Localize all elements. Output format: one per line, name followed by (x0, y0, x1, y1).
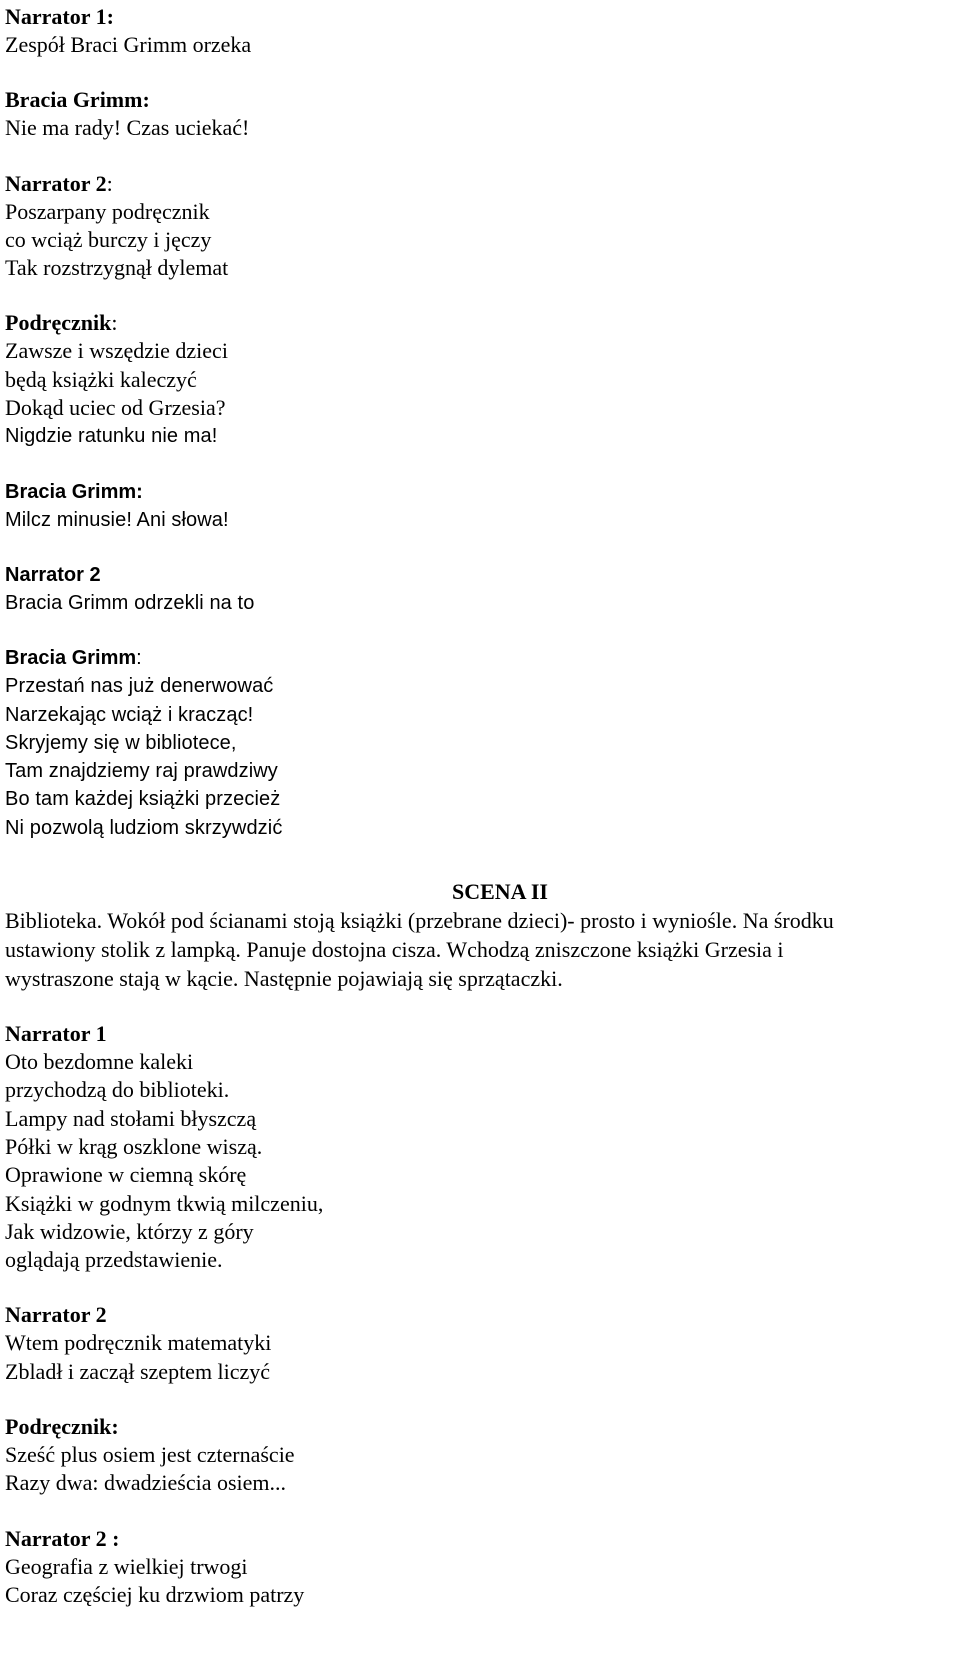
verse-line: Nie ma rady! Czas uciekać! (5, 115, 250, 141)
speaker-name: Bracia Grimm (5, 647, 137, 670)
verse-line: przychodzą do biblioteki. (5, 1077, 230, 1103)
verse-line: Zespół Braci Grimm orzeka (5, 32, 252, 57)
stage-direction (5, 906, 955, 993)
verse-line: Lampy nad stołami błyszczą (5, 1105, 257, 1131)
verse-line: Razy dwa: dwadzieścia osiem... (5, 1470, 287, 1496)
verse-line: Tak rozstrzygnął dylemat (5, 255, 229, 281)
speaker-label: Narrator 2 (5, 563, 101, 586)
dialogue-block (5, 309, 955, 450)
speaker-colon: : (136, 647, 142, 670)
script-page (5, 3, 955, 1609)
speaker-colon: : (111, 310, 118, 336)
verse-line: Półki w krąg oszklone wiszą. (5, 1133, 263, 1159)
verse-line: Książki w godnym tkwią milczeniu, (5, 1190, 324, 1216)
verse-line: co wciąż burczy i jęczy (5, 226, 212, 252)
verse-line: Bo tam każdej książki przecież (5, 788, 281, 811)
verse-line: Przestań nas już denerwować (5, 675, 274, 698)
speaker-label (5, 309, 955, 337)
speaker-label: Narrator 2 : (5, 1525, 120, 1551)
verse-line: Dokąd uciec od Grzesia? (5, 395, 226, 421)
speaker-label (5, 644, 955, 672)
verse-line: Geografia z wielkiej trwogi (5, 1553, 248, 1579)
speaker-label: Podręcznik: (5, 1414, 119, 1440)
dialogue-block (5, 561, 955, 617)
dialogue-block (5, 478, 955, 534)
verse-line: Jak widzowie, którzy z góry (5, 1218, 254, 1244)
speaker-label (5, 170, 955, 198)
verse-line: oglądają przedstawienie. (5, 1247, 223, 1273)
speaker-colon: : (106, 170, 113, 196)
speaker-label: Bracia Grimm: (5, 87, 150, 113)
speaker-label: Bracia Grimm: (5, 480, 143, 503)
stage-line: ustawiony stolik z lampką. Panuje dostojna cisza. Wchodzą zniszczone książki Grzesia i (5, 937, 784, 963)
dialogue-block (5, 170, 955, 283)
verse-line: Sześć plus osiem jest czternaście (5, 1442, 295, 1468)
verse-line: Skryjemy się w bibliotece, (5, 731, 237, 754)
stage-line: Biblioteka. Wokół pod ścianami stoją książki (przebrane dzieci)- prosto i wyniośle. Na środku (5, 908, 834, 934)
verse-line: Tam znajdziemy raj prawdziwy (5, 760, 278, 783)
verse-line: Zawsze i wszędzie dzieci (5, 338, 228, 364)
scene-title: SCENA II (452, 879, 548, 905)
verse-line: będą książki kaleczyć (5, 366, 197, 392)
speaker-label: Narrator 1 (5, 1021, 107, 1047)
verse-line: Oprawione w ciemną skórę (5, 1162, 247, 1188)
verse-line: Bracia Grimm odrzekli na to (5, 591, 255, 614)
verse-line: Coraz częściej ku drzwiom patrzy (5, 1581, 305, 1607)
dialogue-block (5, 1020, 955, 1274)
verse-line: Milcz minusie! Ani słowa! (5, 508, 229, 531)
dialogue-block (5, 3, 955, 59)
speaker-name: Podręcznik (5, 310, 112, 336)
verse-line: Nigdzie ratunku nie ma! (5, 425, 218, 448)
verse-line: Zbladł i zaczął szeptem liczyć (5, 1358, 271, 1384)
speaker-label: Narrator 2 (5, 1302, 107, 1328)
dialogue-block (5, 1525, 955, 1610)
dialogue-block (5, 1301, 955, 1386)
dialogue-block (5, 644, 955, 842)
verse-line: Narzekając wciąż i kracząc! (5, 703, 254, 726)
stage-line: wystraszone stają w kącie. Następnie pojawiają się sprzątaczki. (5, 966, 563, 992)
dialogue-block (5, 1413, 955, 1498)
verse-line: Wtem podręcznik matematyki (5, 1330, 272, 1356)
dialogue-block (5, 86, 955, 142)
verse-line: Poszarpany podręcznik (5, 198, 210, 224)
verse-line: Ni pozwolą ludziom skrzywdzić (5, 816, 283, 839)
verse-line: Oto bezdomne kaleki (5, 1049, 194, 1075)
speaker-label: Narrator 1: (5, 4, 114, 29)
speaker-name: Narrator 2 (5, 170, 107, 196)
